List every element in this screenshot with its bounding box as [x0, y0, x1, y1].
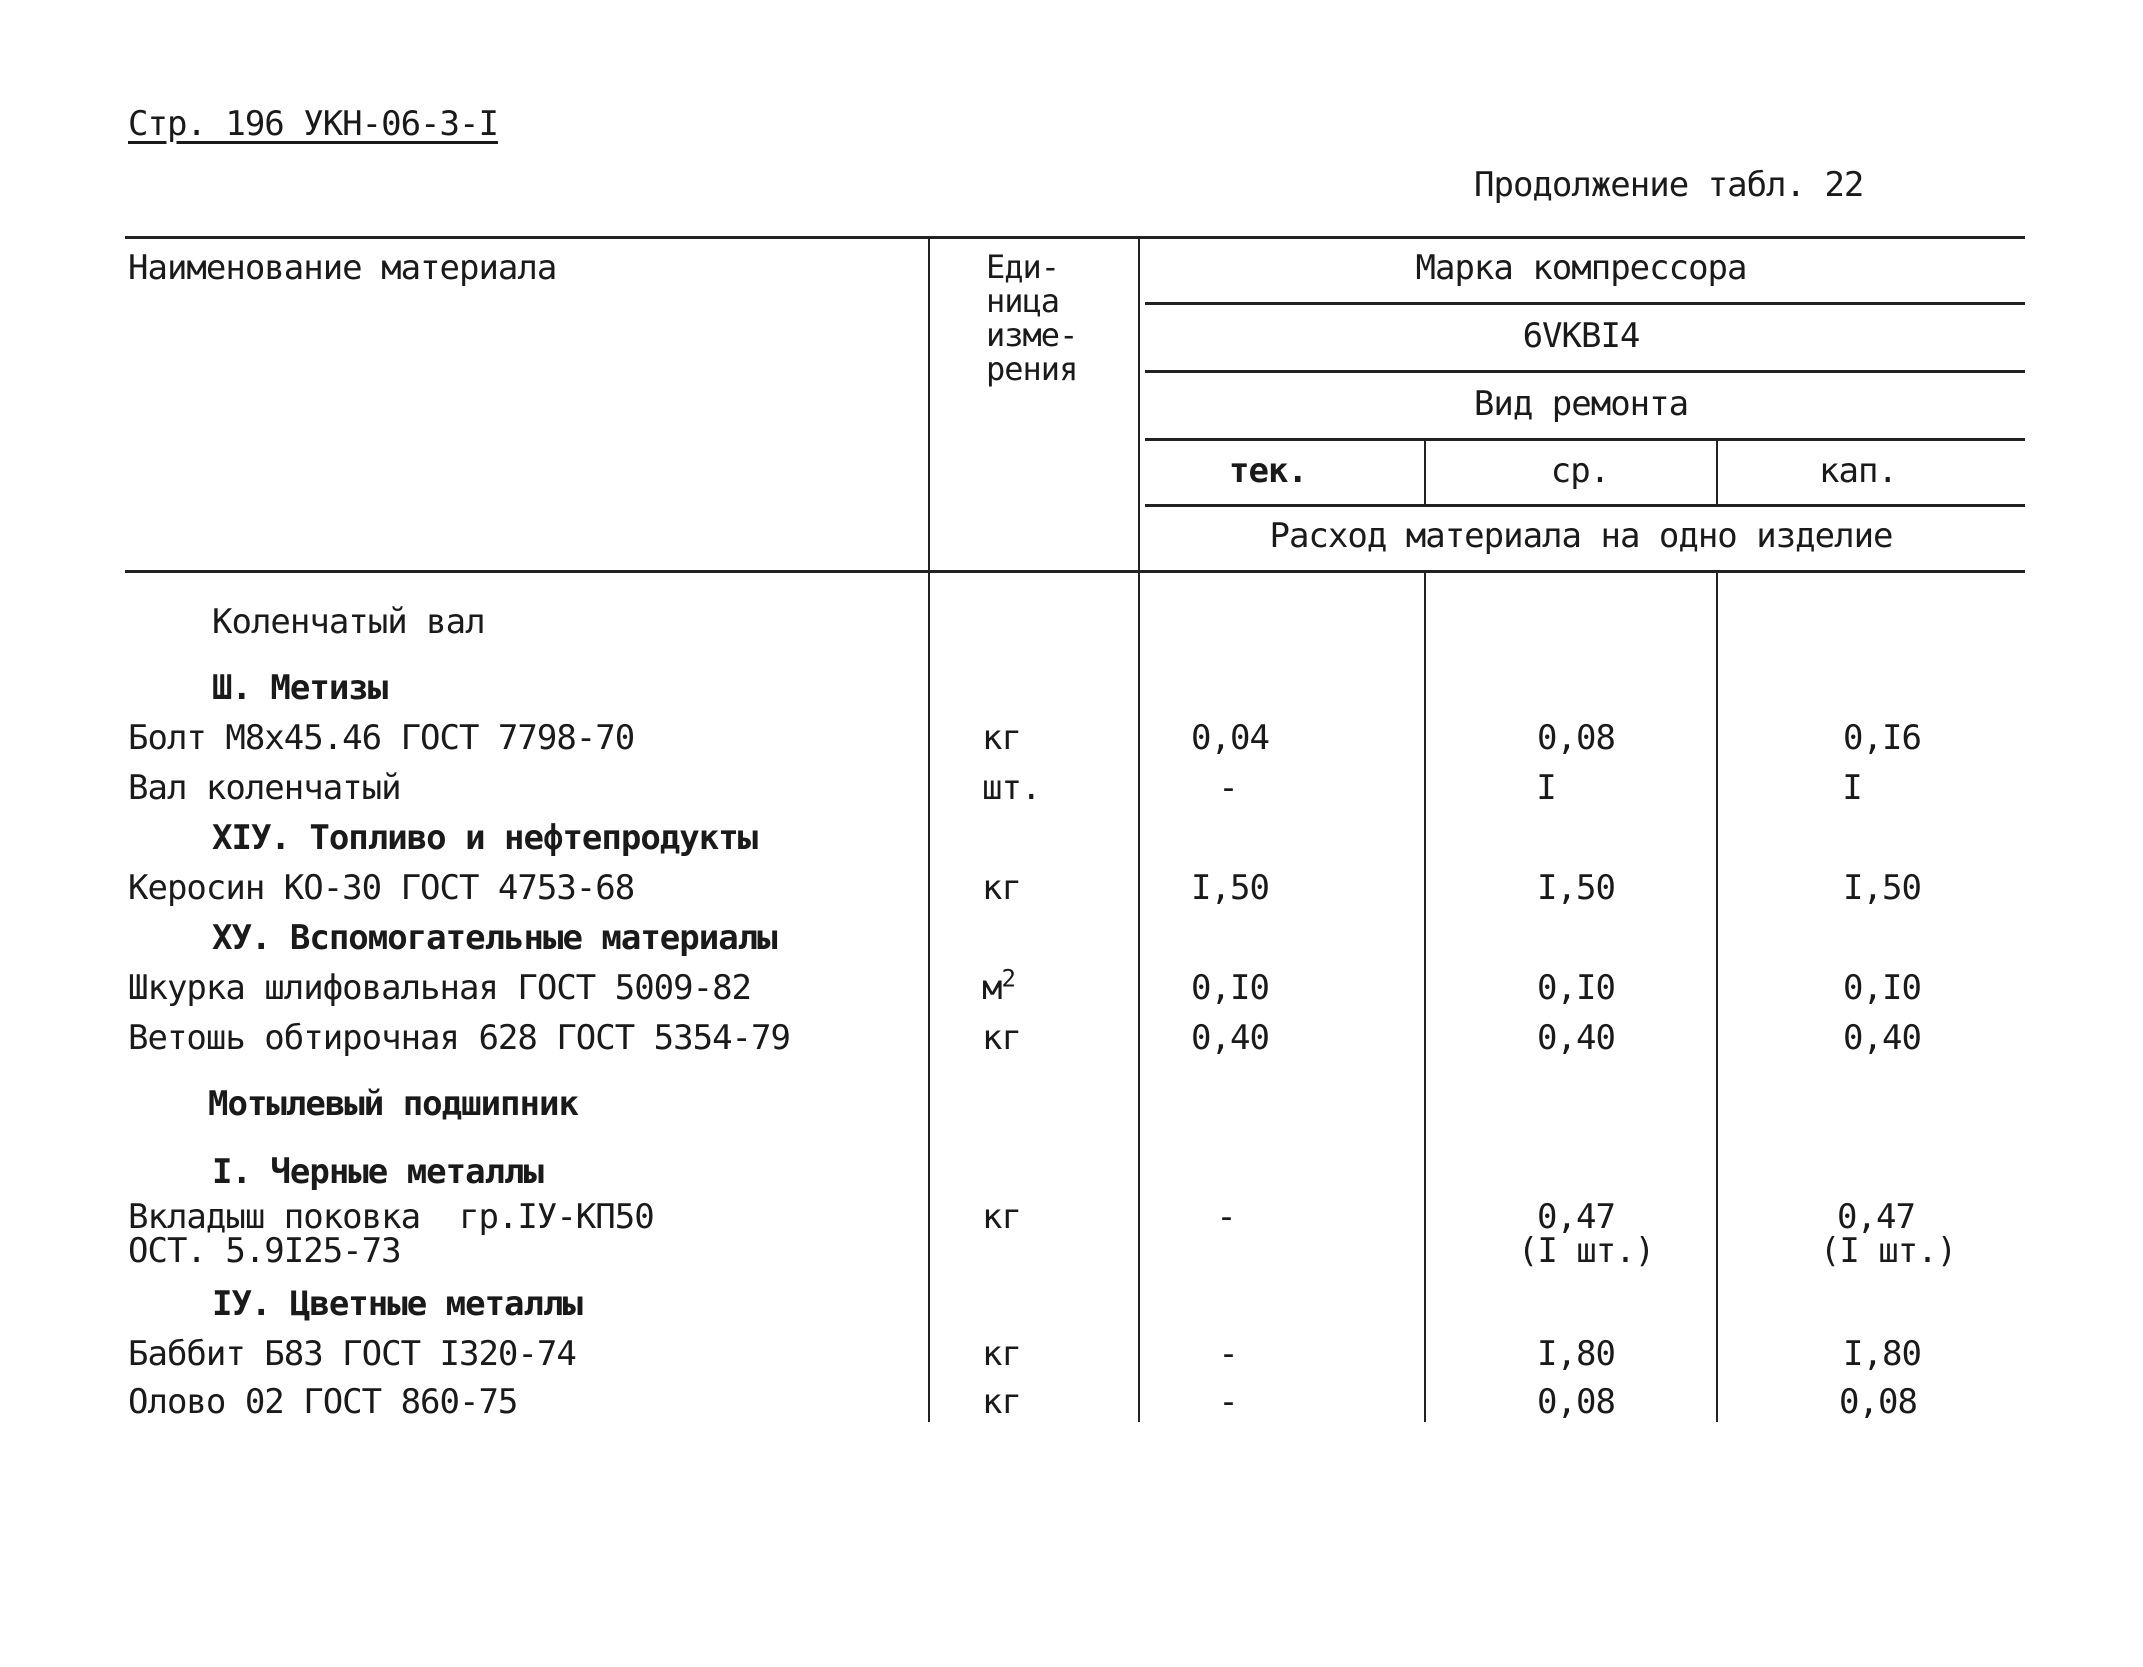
row-value-sr: 0,47 [1537, 1197, 1615, 1237]
table-continuation-note: Продолжение табл. 22 [1474, 165, 1864, 205]
row-value-sr: 0,08 [1537, 718, 1615, 758]
row-value-sr-note: (I шт.) [1517, 1231, 1655, 1271]
row-value-sr: I [1536, 768, 1556, 808]
column-divider-name [928, 236, 930, 1422]
page-reference: Стр. 196 УКН-06-3-I [128, 104, 498, 144]
row-value-kap: 0,47 [1837, 1197, 1915, 1237]
row-name: Болт М8х45.46 ГОСТ 7798-70 [128, 718, 635, 758]
header-rule-repair [1145, 438, 2025, 441]
row-name-line-1: Вкладыш поковка гр.IУ-КП50 [128, 1197, 654, 1237]
row-unit: кг [982, 1334, 1021, 1374]
table-top-rule [125, 236, 2025, 239]
row-unit: кг [982, 1197, 1021, 1237]
header-rule-brand [1145, 302, 2025, 305]
row-value-tek: - [1216, 1197, 1236, 1237]
header-col-sr: ср. [1550, 451, 1610, 491]
header-material-name: Наименование материала [128, 248, 557, 288]
row-unit: кг [982, 718, 1021, 758]
header-unit-line-4: рения [986, 350, 1078, 388]
header-unit-line-1: Еди- [986, 248, 1060, 286]
row-value-sr: 0,I0 [1537, 968, 1615, 1008]
row-unit-text: м [982, 968, 1002, 1008]
row-value-tek: - [1218, 768, 1238, 808]
row-name: Ветошь обтирочная 628 ГОСТ 5354-79 [128, 1018, 790, 1058]
row-name: Вал коленчатый [128, 768, 401, 808]
row-name-line-2: ОСТ. 5.9I25-73 [128, 1231, 401, 1271]
row-name: Баббит Б83 ГОСТ I320-74 [128, 1334, 576, 1374]
row-value-tek: 0,04 [1191, 718, 1269, 758]
header-consumption: Расход материала на одно изделие [1269, 516, 1893, 556]
row-value-tek: - [1218, 1334, 1238, 1374]
row-value-tek: I,50 [1191, 868, 1269, 908]
row-name: Шкурка шлифовальная ГОСТ 5009-82 [128, 968, 752, 1008]
row-value-sr: 0,08 [1537, 1382, 1615, 1422]
column-divider-tek-body [1424, 570, 1426, 1422]
row-value-tek: 0,40 [1191, 1018, 1269, 1058]
row-value-kap: I,50 [1843, 868, 1921, 908]
section-crankshaft: Коленчатый вал [212, 602, 485, 642]
header-compressor-brand: Марка компрессора [1415, 248, 1747, 288]
section-fuel: XIУ. Топливо и нефтепродукты [212, 818, 758, 858]
row-value-sr: 0,40 [1537, 1018, 1615, 1058]
row-value-kap: 0,40 [1843, 1018, 1921, 1058]
section-hardware: Ш. Метизы [212, 668, 388, 708]
row-unit: кг [982, 868, 1021, 908]
column-divider-unit [1138, 236, 1140, 1422]
header-model: 6VKBI4 [1522, 316, 1640, 356]
header-bottom-rule [125, 570, 2025, 573]
row-unit: кг [982, 1382, 1021, 1422]
row-unit-exponent: 2 [1001, 964, 1015, 993]
row-name: Керосин КО-30 ГОСТ 4753-68 [128, 868, 635, 908]
row-unit: кг [982, 1018, 1021, 1058]
row-value-kap: 0,I6 [1843, 718, 1921, 758]
row-value-kap: 0,08 [1839, 1382, 1917, 1422]
header-unit-line-2: ница [986, 282, 1060, 320]
section-connecting-rod-bearing: Мотылевый подшипник [208, 1084, 578, 1124]
section-ferrous-metals: I. Черные металлы [212, 1152, 543, 1192]
header-unit-line-3: изме- [986, 316, 1078, 354]
row-value-sr: I,50 [1537, 868, 1615, 908]
section-non-ferrous-metals: IУ. Цветные металлы [212, 1284, 582, 1324]
row-unit: шт. [982, 768, 1041, 808]
header-col-kap: кап. [1819, 451, 1897, 491]
row-value-kap: 0,I0 [1843, 968, 1921, 1008]
header-rule-columns [1145, 504, 2025, 507]
column-divider-sr [1716, 438, 1718, 504]
column-divider-sr-body [1716, 570, 1718, 1422]
row-value-kap: I,80 [1843, 1334, 1921, 1374]
row-value-kap: I [1842, 768, 1862, 808]
row-value-tek: - [1218, 1382, 1238, 1422]
row-value-kap-note: (I шт.) [1819, 1231, 1957, 1271]
header-repair-type: Вид ремонта [1473, 384, 1689, 424]
row-unit [982, 964, 1015, 1008]
column-divider-tek [1424, 438, 1426, 504]
header-col-tek: тек. [1229, 451, 1307, 491]
row-name: Олово 02 ГОСТ 860-75 [128, 1382, 518, 1422]
header-rule-model [1145, 370, 2025, 373]
row-value-tek: 0,I0 [1191, 968, 1269, 1008]
row-value-sr: I,80 [1537, 1334, 1615, 1374]
section-auxiliary: ХУ. Вспомогательные материалы [212, 918, 777, 958]
